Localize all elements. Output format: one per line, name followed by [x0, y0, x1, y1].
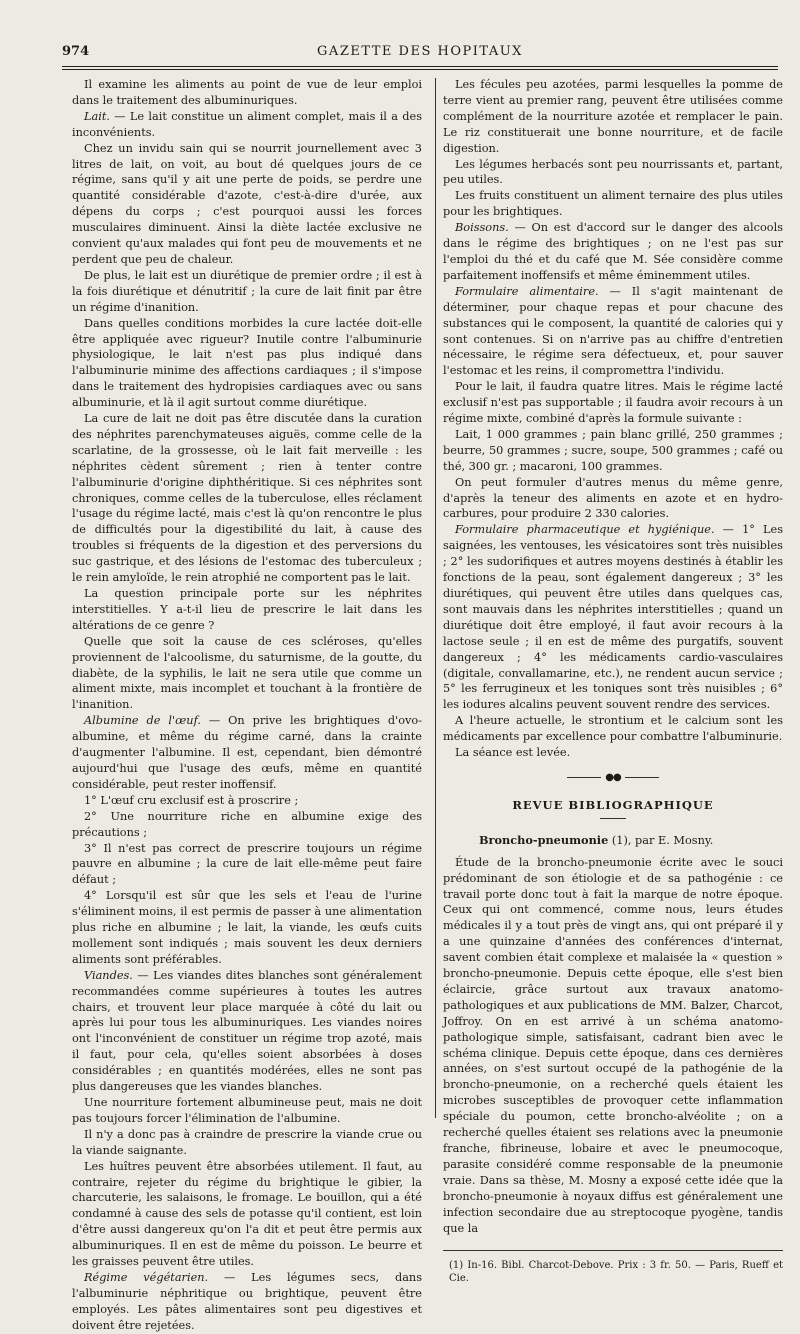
paragraph: 2° Une nourriture riche en albumine exige des précautions ; [72, 809, 422, 839]
paragraph: Il n'y a donc pas à craindre de prescrire la viande crue ou la viande saignante. [72, 1127, 422, 1157]
left-column [72, 77, 422, 1334]
paragraph: Dans quelles conditions morbides la cure lactée doit-elle être appliquée avec rigueur? Inutile contre l'albuminurie physiologique, le lait n'est pas plus indiqué dans l'albuminurie minime des affections cardiaques ; il s'impose dans le traitement des hydropisies cardiaques avec ou sans albuminurie, et là il agit surtout comme diurétique. [72, 316, 422, 410]
page-header [62, 44, 778, 64]
paragraph: Il examine les aliments au point de vue de leur emploi dans le traitement des albuminuriques. [72, 78, 422, 107]
paragraph-text: — On prive les brightiques d'ovo-albumine, et même du régime carné, dans la crainte d'augmenter l'albumine. Il est, cependant, bien démontré aujourd'hui que l'usage des œufs, même en quantité considérable, peut rester inoffensif. [72, 714, 423, 791]
paragraph: 1° L'œuf cru exclusif est à proscrire ; [84, 793, 299, 807]
paragraph-label: Lait. [84, 109, 110, 123]
paragraph: Pour le lait, il faudra quatre litres. Mais le régime lacté exclusif n'est pas supportable ; il faudra avoir recours à un régime mixte, combiné d'après la formule suivante : [443, 380, 783, 426]
review-heading-author: (1), par E. Mosny. [608, 833, 714, 847]
paragraph: Les fruits constituent un aliment ternaire des plus utiles pour les brightiques. [443, 189, 783, 219]
paragraph-label: Formulaire pharmaceutique et hygiénique. [455, 523, 715, 537]
paragraph-text: — Les légumes secs, dans l'albuminurie néphritique ou brightique, peuvent être employés. Les pâtes alimentaires sont peu digestives et doivent être rejetées. [72, 1270, 422, 1332]
paragraph-label: Viandes. [84, 968, 133, 982]
paragraph-text: — Il s'agit maintenant de déterminer, pour chaque repas et pour chacune des substances qui le composent, la quantité de calories qui y sont contenues. Si on n'arrive pas au chiffre d'entretien nécessaire, le régime sera défectueux, et, pour sauver l'estomac et les reins, il compromettra l'individu. [443, 284, 784, 378]
paragraph [72, 109, 422, 141]
paragraph-text: — On est d'accord sur le danger des alcools dans le régime des brightiques ; on ne l'est pas sur l'emploi du thé et du café que M. Sée considère comme parfaitement inoffensifs et même éminemment utiles. [443, 221, 783, 282]
review-heading [443, 833, 783, 849]
paragraph: De plus, le lait est un diurétique de premier ordre ; il est à la fois diurétique et dénutritif ; la cure de lait finit par être un régime d'inanition. [72, 268, 422, 314]
paragraph: La question principale porte sur les néphrites interstitielles. Y a-t-il lieu de prescrire le lait dans les altérations de ce genre ? [72, 587, 422, 632]
review-heading-title: Broncho-pneumonie [479, 832, 609, 847]
header-rule [62, 66, 778, 67]
section-title: REVUE BIBLIOGRAPHIQUE [512, 797, 714, 812]
paragraph-label: Albumine de l'œuf. [84, 714, 201, 728]
paragraph: 3° Il n'est pas correct de prescrire toujours un régime pauvre en albumine ; la cure de lait elle-même peut faire défaut ; [72, 841, 422, 887]
right-column-text [443, 77, 783, 761]
paragraph: A l'heure actuelle, le strontium et le calcium sont les médicaments par excellence pour combattre l'albuminurie. [443, 714, 783, 744]
paragraph: Lait, 1 000 grammes ; pain blanc grillé, 250 grammes ; beurre, 50 grammes ; sucre, soupe, 500 grammes ; café ou thé, 300 gr. ; macaroni, 100 grammes. [443, 427, 783, 473]
right-column [443, 77, 783, 1285]
footnote: (1) In-16. Bibl. Charcot-Debove. Prix : 3 fr. 50. — Paris, Rueff et Cie. [449, 1260, 783, 1285]
paragraph [72, 968, 422, 1095]
header-rule-double [62, 69, 778, 70]
footnote-rule [443, 1250, 783, 1251]
paragraph-text: — Le lait constitue un aliment complet, mais il a des inconvénients. [72, 109, 422, 139]
paragraph [443, 522, 783, 713]
review-body: Étude de la broncho-pneumonie écrite avec le souci prédominant de son étiologie et de sa pathogénie : ce travail porte donc tout à fait la marque de notre époque. Ceux qui ont commencé, comme nous, leurs études médicales il y a tout près de vingt ans, qui ont préparé il y a une quinzaine d'années des conférences d'internat, savent combien était complexe et malaisée la « question » broncho-pneumonie. Depuis cette époque, elle s'est bien éclaircie, grâce surtout aux travaux anatomo-pathologiques et aux publications de MM. Balzer, Charcot, Joffroy. On en est arrivé à un schéma anatomo-pathologique simple, satisfaisant, cadrant bien avec le schéma clinique. Depuis cette époque, dans ces dernières années, on s'est surtout occupé de la pathogénie de la broncho-pneumonie, on a recherché quels étaient les microbes susceptibles de provoquer cette inflammation spéciale du poumon, cette broncho-alvéolite ; on a recherché quelles étaient ses relations avec la pneumonie franche, fibrineuse, lobaire et avec le pneumocoque, parasite considéré comme responsable de la pneumonie vraie. Dans sa thèse, M. Mosny a exposé cette idée que la broncho-pneumonie à noyaux diffus est généralement une infection secondaire due au streptocoque pyogène, tandis que la [443, 855, 783, 1235]
paragraph-label: Boissons. [455, 221, 509, 235]
section-ornament: ●● [443, 770, 783, 786]
paragraph: Une nourriture fortement albumineuse peut, mais ne doit pas toujours forcer l'élimination de l'albumine. [72, 1096, 422, 1125]
journal-title: GAZETTE DES HOPITAUX [317, 44, 523, 59]
paragraph: 4° Lorsqu'il est sûr que les sels et l'eau de l'urine s'éliminent moins, il est permis de passer à une alimentation plus riche en albumine ; le lait, la viande, les œufs cuits mollement sont indiqués ; mais souvent les deux derniers aliments sont préférables. [72, 889, 422, 966]
paragraph [443, 284, 783, 379]
paragraph-text: — 1° Les saignées, les ventouses, les vésicatoires sont très nuisibles ; 2° les sudorifiques et autres moyens destinés à établir les fonctions de la peau, sont également dangereux ; 3° les diurétiques, qui peuvent être utiles dans quelques cas, sont mauvais dans les néphrites interstitielles ; quand un diurétique doit être employé, il faut avoir recours à la lactose seule ; il en est de même des purgatifs, souvent dangereux ; 4° les médicaments cardio-vasculaires (digitale, convallamarine, etc.), ne rendent aucun service ; 5° les ferrugineux et les toniques sont très nuisibles ; 6° les iodures alcalins peuvent souvent rendre des services. [443, 523, 783, 712]
paragraph: Chez un invidu sain qui se nourrit journellement avec 3 litres de lait, on voit, au bout dé quelques jours de ce régime, sans qu'il y ait une perte de poids, se perdre une quantité considérable d'azote, c'est-à-dire d'urée, aux dépens du corps ; c'est pourquoi aussi les forces musculaires diminuent. Ainsi la diète lactée exclusive ne convient qu'aux malades qui font peu de mouvements et ne perdent que peu de chaleur. [72, 141, 422, 266]
paragraph: Les légumes herbacés sont peu nourrissants et, partant, peu utiles. [443, 157, 783, 187]
paragraph-label: Formulaire alimentaire. [455, 284, 599, 298]
column-separator [435, 78, 436, 1118]
paragraph: La cure de lait ne doit pas être discutée dans la curation des néphrites parenchymateuses aiguës, comme celle de la scarlatine, de la grossesse, où le lait fait merveille : les néphrites cèdent sûrement ; rien à tenter contre l'albuminurie d'origine diphthéritique. Si ces néphrites sont chroniques, comme celles de la tuberculose, elles réclament l'usage du régime lacté, mais c'est là qu'on rencontre le plus de difficultés pour la digestibilité du lait, à cause des troubles si fréquents de la digestion et des perversions du suc gastrique, et des lésions de l'estomac des tuberculeux ; le rein amyloïde, le rein atrophié ne comportent pas le lait. [72, 412, 422, 585]
paragraph: On peut formuler d'autres menus du même genre, d'après la teneur des aliments en azote et en hydro-carbures, pour produire 2 330 calories. [443, 475, 783, 521]
paragraph [72, 1270, 422, 1334]
paragraph: Les fécules peu azotées, parmi lesquelles la pomme de terre vient au premier rang, peuvent être utilisées comme complément de la nourriture azotée et remplacer le pain. Le riz constituerait une bonne nourriture, et de facile digestion. [443, 78, 783, 155]
section-title-rule [600, 818, 626, 819]
page-number: 974 [62, 44, 90, 59]
paragraph: La séance est levée. [455, 746, 571, 760]
paragraph: Quelle que soit la cause de ces scléroses, qu'elles proviennent de l'alcoolisme, du saturnisme, de la goutte, du diabète, de la syphilis, le lait ne sera utile que comme un aliment mixte, mais incomplet et touchant à la frontière de l'inanition. [72, 634, 422, 712]
paragraph-label: Régime végétarien. [84, 1270, 209, 1284]
paragraph-text: — Les viandes dites blanches sont généralement recommandées comme supérieures à toutes les autres chairs, et trouvent leur place marquée à côté du lait ou après lui pour tous les albuminuriques. Les viandes noires ont l'inconvénient de constituer un régime trop azoté, mais il faut, pour cela, qu'elles soient absorbées à doses considérables ; en quantités modérées, elles ne sont pas plus dangereuses que les viandes blanches. [72, 968, 422, 1094]
paragraph [443, 220, 783, 284]
paragraph [72, 713, 422, 793]
paragraph: Les huîtres peuvent être absorbées utilement. Il faut, au contraire, rejeter du régime du brightique le gibier, la charcuterie, les salaisons, le fromage. Le bouillon, qui a été condamné à cause des sels de potasse qu'il contient, est loin d'être aussi dangereux qu'on l'a dit et peut être permis aux albuminuriques. Il en est de même du poisson. Le beurre et les graisses peuvent être utiles. [72, 1159, 422, 1269]
